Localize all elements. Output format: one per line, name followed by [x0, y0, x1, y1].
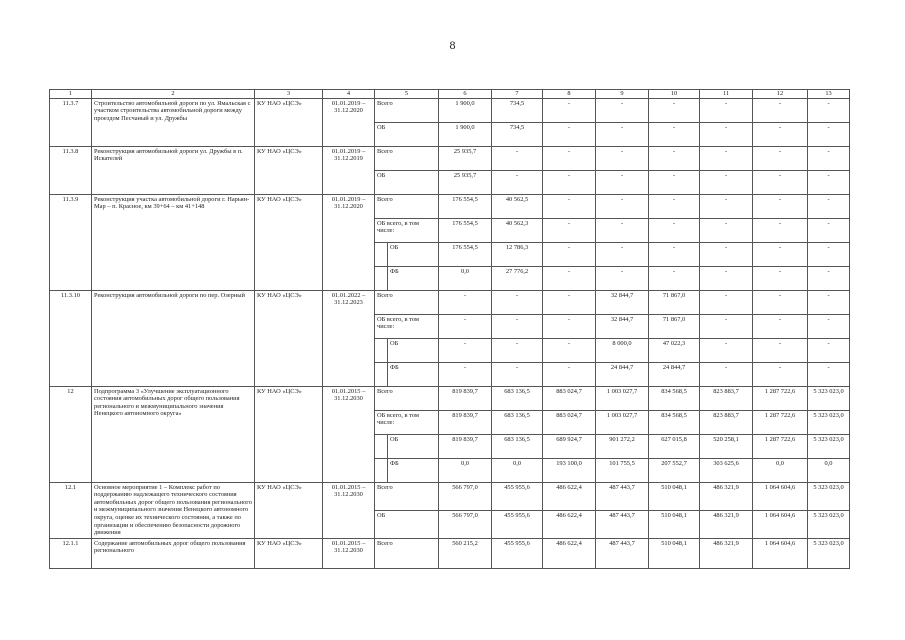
value-cell: -	[543, 242, 596, 266]
funding-sublabel: ОБ	[388, 338, 439, 362]
value-cell: -	[543, 194, 596, 218]
value-cell: 455 955,6	[492, 538, 543, 568]
value-cell: 683 136,5	[492, 434, 543, 458]
value-cell: -	[753, 218, 808, 242]
value-cell: -	[543, 146, 596, 170]
value-cell: 5 323 023,0	[808, 510, 850, 538]
value-cell: 193 100,0	[543, 458, 596, 482]
value-cell: 0,0	[808, 458, 850, 482]
value-cell: -	[649, 122, 700, 146]
value-cell: 5 323 023,0	[808, 410, 850, 434]
row-code: 11.3.9	[50, 194, 92, 290]
value-cell: -	[700, 146, 753, 170]
value-cell: 683 136,5	[492, 386, 543, 410]
funding-sublabel: ОБ	[388, 434, 439, 458]
row-executor: КУ НАО «ЦСЭ»	[255, 538, 323, 568]
value-cell: -	[808, 314, 850, 338]
row-code: 12.1	[50, 482, 92, 538]
value-cell: 455 955,6	[492, 510, 543, 538]
value-cell: 627 015,8	[649, 434, 700, 458]
value-cell: 487 443,7	[596, 510, 649, 538]
value-cell: -	[808, 146, 850, 170]
row-code: 11.3.8	[50, 146, 92, 194]
value-cell: -	[543, 218, 596, 242]
row-period: 01.01.2015 – 31.12.2030	[323, 538, 375, 568]
value-cell: 455 955,6	[492, 482, 543, 510]
row-period: 01.01.2019 – 31.12.2020	[323, 194, 375, 290]
value-cell: -	[753, 338, 808, 362]
value-cell: 510 048,1	[649, 538, 700, 568]
funding-label: ОБ	[375, 122, 439, 146]
row-period: 01.01.2019 – 31.12.2019	[323, 146, 375, 194]
value-cell: -	[700, 362, 753, 386]
value-cell: -	[543, 338, 596, 362]
indent-cell	[375, 266, 388, 290]
value-cell: 689 924,7	[543, 434, 596, 458]
table-row	[50, 482, 850, 510]
value-cell: -	[700, 290, 753, 314]
funding-label: Всего	[375, 538, 439, 568]
value-cell: 823 883,7	[700, 386, 753, 410]
funding-sublabel: ФБ	[388, 362, 439, 386]
value-cell: -	[543, 122, 596, 146]
value-cell: 520 258,1	[700, 434, 753, 458]
value-cell: 1 064 604,6	[753, 510, 808, 538]
value-cell: 25 935,7	[439, 146, 492, 170]
funding-sublabel: ФБ	[388, 458, 439, 482]
value-cell: 834 568,5	[649, 386, 700, 410]
header-row	[50, 90, 850, 99]
header-cell: 13	[808, 90, 850, 99]
budget-table	[49, 89, 850, 569]
row-name: Содержание автомобильных дорог общего пользования регионального	[92, 538, 255, 568]
value-cell: 487 443,7	[596, 482, 649, 510]
value-cell: -	[596, 122, 649, 146]
funding-sublabel: ФБ	[388, 266, 439, 290]
value-cell: 486 321,9	[700, 482, 753, 510]
row-period: 01.01.2015 – 31.12.2030	[323, 386, 375, 482]
value-cell: -	[808, 98, 850, 122]
value-cell: -	[700, 314, 753, 338]
value-cell: 25 935,7	[439, 170, 492, 194]
indent-cell	[375, 338, 388, 362]
value-cell: 1 064 604,6	[753, 482, 808, 510]
value-cell: -	[543, 290, 596, 314]
row-name: Реконструкция автомобильной дороги ул. Дружбы в п. Искателей	[92, 146, 255, 194]
value-cell: 486 321,9	[700, 538, 753, 568]
value-cell: -	[753, 362, 808, 386]
value-cell: -	[649, 170, 700, 194]
value-cell: 560 215,2	[439, 538, 492, 568]
funding-label: Всего	[375, 194, 439, 218]
value-cell: -	[753, 170, 808, 194]
value-cell: 47 022,3	[649, 338, 700, 362]
value-cell: -	[753, 314, 808, 338]
value-cell: 486 622,4	[543, 482, 596, 510]
row-executor: КУ НАО «ЦСЭ»	[255, 386, 323, 482]
funding-label: ОБ всего, в том числе:	[375, 410, 439, 434]
value-cell: -	[439, 362, 492, 386]
header-cell: 9	[596, 90, 649, 99]
value-cell: 819 839,7	[439, 386, 492, 410]
row-executor: КУ НАО «ЦСЭ»	[255, 290, 323, 386]
value-cell: 1 064 604,6	[753, 538, 808, 568]
header-cell: 10	[649, 90, 700, 99]
value-cell: 734,5	[492, 122, 543, 146]
value-cell: -	[700, 194, 753, 218]
row-name: Реконструкция автомобильной дороги по пер. Озерный	[92, 290, 255, 386]
value-cell: -	[753, 98, 808, 122]
value-cell: 0,0	[439, 266, 492, 290]
value-cell: 1 003 027,7	[596, 386, 649, 410]
value-cell: -	[700, 266, 753, 290]
value-cell: -	[649, 146, 700, 170]
value-cell: 819 839,7	[439, 410, 492, 434]
value-cell: -	[753, 146, 808, 170]
value-cell: -	[808, 122, 850, 146]
value-cell: -	[700, 170, 753, 194]
value-cell: 486 622,4	[543, 510, 596, 538]
value-cell: -	[596, 146, 649, 170]
value-cell: 0,0	[492, 458, 543, 482]
value-cell: -	[808, 242, 850, 266]
row-executor: КУ НАО «ЦСЭ»	[255, 98, 323, 146]
value-cell: 510 048,1	[649, 482, 700, 510]
table-row	[50, 98, 850, 122]
value-cell: 5 323 023,0	[808, 434, 850, 458]
value-cell: -	[492, 170, 543, 194]
value-cell: -	[492, 290, 543, 314]
value-cell: 5 323 023,0	[808, 538, 850, 568]
row-name: Реконструкция участка автомобильной дороги г. Нарьян-Мар – п. Красное, км 39+64 – км 41+148	[92, 194, 255, 290]
row-period: 01.01.2019 – 31.12.2020	[323, 98, 375, 146]
value-cell: -	[753, 194, 808, 218]
table-row	[50, 146, 850, 170]
value-cell: -	[596, 242, 649, 266]
indent-cell	[375, 362, 388, 386]
funding-label: Всего	[375, 482, 439, 510]
value-cell: -	[543, 362, 596, 386]
value-cell: 1 900,0	[439, 122, 492, 146]
funding-label: ОБ всего, в том числе:	[375, 218, 439, 242]
header-cell: 4	[323, 90, 375, 99]
funding-label: Всего	[375, 386, 439, 410]
funding-label: Всего	[375, 98, 439, 122]
table-row	[50, 290, 850, 314]
value-cell: 486 321,9	[700, 510, 753, 538]
value-cell: 901 272,2	[596, 434, 649, 458]
value-cell: 1 287 722,6	[753, 410, 808, 434]
value-cell: -	[543, 170, 596, 194]
value-cell: -	[543, 266, 596, 290]
funding-label: ОБ	[375, 170, 439, 194]
table-row	[50, 538, 850, 568]
value-cell: -	[700, 242, 753, 266]
funding-sublabel: ОБ	[388, 242, 439, 266]
value-cell: 819 839,7	[439, 434, 492, 458]
value-cell: -	[649, 218, 700, 242]
value-cell: -	[753, 290, 808, 314]
header-cell: 5	[375, 90, 439, 99]
value-cell: 734,5	[492, 98, 543, 122]
value-cell: -	[700, 338, 753, 362]
row-name: Строительство автомобильной дороги по ул. Ямальская с участком строительства автомобильной дороги между проездом Песчаный и ул. Дружбы	[92, 98, 255, 146]
value-cell: -	[753, 266, 808, 290]
value-cell: -	[439, 314, 492, 338]
value-cell: -	[753, 242, 808, 266]
value-cell: -	[808, 218, 850, 242]
row-code: 12.1.1	[50, 538, 92, 568]
funding-label: Всего	[375, 146, 439, 170]
row-executor: КУ НАО «ЦСЭ»	[255, 146, 323, 194]
header-cell: 2	[92, 90, 255, 99]
value-cell: -	[808, 338, 850, 362]
value-cell: 40 562,5	[492, 194, 543, 218]
value-cell: 5 323 023,0	[808, 386, 850, 410]
value-cell: -	[543, 98, 596, 122]
row-period: 01.01.2015 – 31.12.2030	[323, 482, 375, 538]
value-cell: 1 900,0	[439, 98, 492, 122]
value-cell: 24 844,7	[649, 362, 700, 386]
indent-cell	[375, 434, 388, 458]
header-cell: 3	[255, 90, 323, 99]
value-cell: -	[492, 146, 543, 170]
value-cell: 0,0	[753, 458, 808, 482]
value-cell: 71 867,0	[649, 290, 700, 314]
value-cell: 566 797,0	[439, 510, 492, 538]
value-cell: 486 622,4	[543, 538, 596, 568]
row-code: 11.3.10	[50, 290, 92, 386]
value-cell: 32 844,7	[596, 314, 649, 338]
value-cell: 5 323 023,0	[808, 482, 850, 510]
indent-cell	[375, 458, 388, 482]
value-cell: -	[649, 98, 700, 122]
value-cell: -	[596, 266, 649, 290]
value-cell: -	[808, 266, 850, 290]
value-cell: 32 844,7	[596, 290, 649, 314]
value-cell: 12 786,3	[492, 242, 543, 266]
value-cell: -	[596, 98, 649, 122]
value-cell: -	[439, 290, 492, 314]
value-cell: -	[808, 290, 850, 314]
value-cell: 1 003 027,7	[596, 410, 649, 434]
header-cell: 11	[700, 90, 753, 99]
value-cell: 1 287 722,6	[753, 434, 808, 458]
header-cell: 1	[50, 90, 92, 99]
value-cell: 1 287 722,6	[753, 386, 808, 410]
value-cell: -	[700, 98, 753, 122]
value-cell: -	[543, 314, 596, 338]
value-cell: -	[700, 218, 753, 242]
value-cell: -	[753, 122, 808, 146]
value-cell: 24 844,7	[596, 362, 649, 386]
row-period: 01.01.2022 – 31.12.2023	[323, 290, 375, 386]
value-cell: 883 024,7	[543, 410, 596, 434]
value-cell: -	[700, 122, 753, 146]
value-cell: 883 024,7	[543, 386, 596, 410]
value-cell: 683 136,5	[492, 410, 543, 434]
row-executor: КУ НАО «ЦСЭ»	[255, 194, 323, 290]
value-cell: 40 562,3	[492, 218, 543, 242]
value-cell: -	[649, 194, 700, 218]
value-cell: 176 554,5	[439, 194, 492, 218]
value-cell: 487 443,7	[596, 538, 649, 568]
value-cell: 0,0	[439, 458, 492, 482]
value-cell: 8 000,0	[596, 338, 649, 362]
row-name: Подпрограмма 3 «Улучшение эксплуатационного состояния автомобильных дорог общего пользования регионального и межмуниципального значения Ненецкого автономного округа»	[92, 386, 255, 482]
value-cell: -	[492, 362, 543, 386]
value-cell: -	[492, 338, 543, 362]
value-cell: -	[596, 194, 649, 218]
header-cell: 7	[492, 90, 543, 99]
row-name: Основное мероприятие 1 – Комплекс работ по поддержанию надлежащего технического состояния автомобильных дорог общего пользования регионального и межмуниципального значения Ненецкого автономного округа, оценке их технического состояния, а также по организации и обеспечению безопасности дорожного движения	[92, 482, 255, 538]
funding-label: ОБ	[375, 510, 439, 538]
row-code: 11.3.7	[50, 98, 92, 146]
value-cell: -	[808, 194, 850, 218]
page-number: 8	[449, 38, 456, 52]
value-cell: 834 568,5	[649, 410, 700, 434]
value-cell: 207 552,7	[649, 458, 700, 482]
funding-label: ОБ всего, в том числе:	[375, 314, 439, 338]
row-executor: КУ НАО «ЦСЭ»	[255, 482, 323, 538]
value-cell: -	[649, 266, 700, 290]
value-cell: -	[808, 362, 850, 386]
value-cell: 303 625,6	[700, 458, 753, 482]
indent-cell	[375, 242, 388, 266]
value-cell: 101 755,5	[596, 458, 649, 482]
value-cell: -	[649, 242, 700, 266]
value-cell: 27 776,2	[492, 266, 543, 290]
row-code: 12	[50, 386, 92, 482]
value-cell: 566 797,0	[439, 482, 492, 510]
table-row	[50, 194, 850, 218]
value-cell: -	[596, 170, 649, 194]
value-cell: -	[596, 218, 649, 242]
value-cell: -	[439, 338, 492, 362]
value-cell: -	[492, 314, 543, 338]
value-cell: 176 554,5	[439, 218, 492, 242]
funding-label: Всего	[375, 290, 439, 314]
header-cell: 12	[753, 90, 808, 99]
value-cell: 176 554,5	[439, 242, 492, 266]
header-cell: 6	[439, 90, 492, 99]
table-row	[50, 386, 850, 410]
value-cell: 71 867,0	[649, 314, 700, 338]
value-cell: 510 048,1	[649, 510, 700, 538]
value-cell: -	[808, 170, 850, 194]
value-cell: 823 883,7	[700, 410, 753, 434]
header-cell: 8	[543, 90, 596, 99]
